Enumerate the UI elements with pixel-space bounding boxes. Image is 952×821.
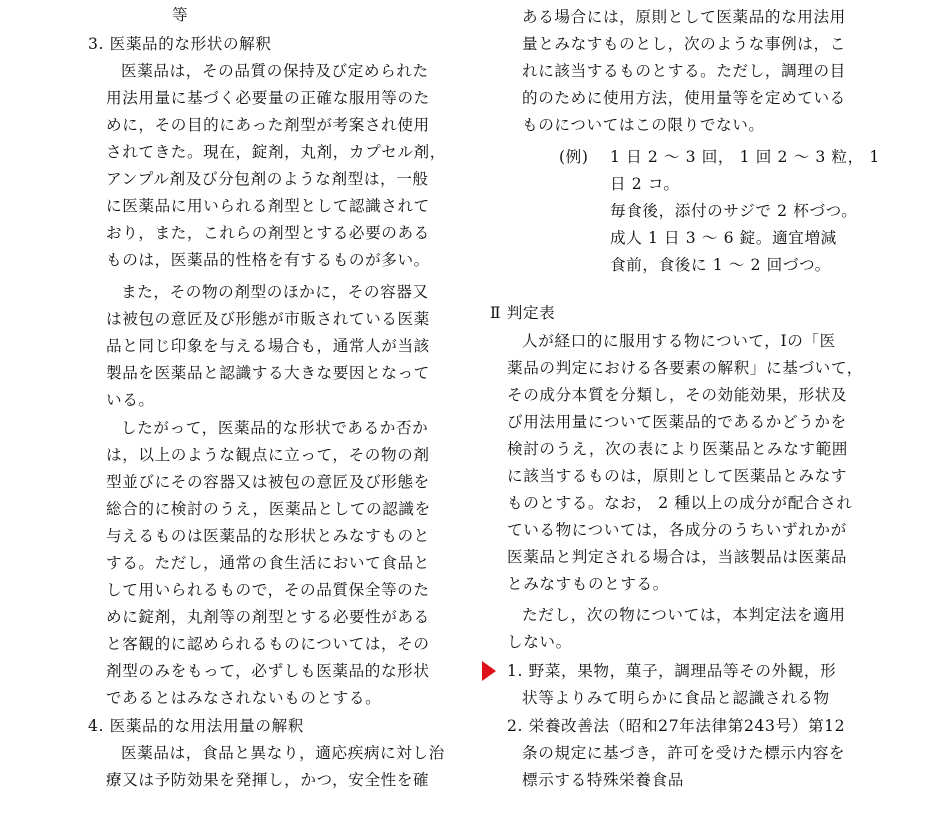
text-line: めに，その目的にあった剤型が考案され使用 <box>106 116 430 134</box>
text-line: しない。 <box>507 633 572 651</box>
text-line: 医薬品は，その品質の保持及び定められた <box>121 62 429 80</box>
text-line: ものについてはこの限りでない。 <box>522 116 765 134</box>
text-line: 成人 1 日 3 ～ 6 錠。適宜増減 <box>610 229 837 247</box>
text-line: 用法用量に基づく必要量の正確な服用等のた <box>106 89 430 107</box>
text-line: であるとはみなされないものとする。 <box>106 689 382 707</box>
text-line: に該当するものは，原則として医薬品とみなす <box>507 467 848 485</box>
text-line: 剤型のみをもって，必ずしも医薬品的な形状 <box>106 662 430 680</box>
text-line: ものは，医薬品的性格を有するものが多い。 <box>106 251 430 269</box>
text-line: は，以上のような観点に立って，その物の剤 <box>106 446 430 464</box>
text-line: 標示する特殊栄養食品 <box>522 771 684 789</box>
text-line: 条の規定に基づき，許可を受けた標示内容を <box>522 744 846 762</box>
text-line: 1 日 2 ～ 3 回， 1 回 2 ～ 3 粒， 1 <box>610 148 880 166</box>
text-line: 的のために使用方法，使用量等を定めている <box>522 89 846 107</box>
text-line: 薬品の判定における各要素の解釈」に基づいて， <box>507 359 863 377</box>
text-line: 医薬品と判定される場合は，当該製品は医薬品 <box>507 548 848 566</box>
text-line: したがって，医薬品的な形状であるか否か <box>121 419 429 437</box>
text-line: 等 <box>172 6 189 24</box>
text-line: されてきた。現在，錠剤，丸剤，カプセル剤， <box>106 143 446 161</box>
text-line: めに錠剤，丸剤等の剤型とする必要性がある <box>106 608 430 626</box>
text-line: 3. 医薬品的な形状の解釈 <box>88 35 272 53</box>
text-line: 状等よりみて明らかに食品と認識される物 <box>522 689 830 707</box>
text-line: と客観的に認められるものについては，その <box>106 635 430 653</box>
text-line: ただし，次の物については，本判定法を適用 <box>522 606 846 624</box>
text-line: は被包の意匠及び形態が市販されている医薬 <box>106 310 430 328</box>
text-line: ものとする。なお， 2 種以上の成分が配合され <box>507 494 853 512</box>
text-line: 2. 栄養改善法（昭和27年法律第243号）第12 <box>507 717 846 735</box>
text-line: 与えるものは医薬品的な形状とみなすものと <box>106 527 430 545</box>
text-line: 1. 野菜，果物，菓子，調理品等その外観，形 <box>507 662 837 680</box>
text-line: 日 2 コ。 <box>610 175 680 193</box>
text-line: れに該当するものとする。ただし，調理の目 <box>522 62 846 80</box>
text-line: 食前，食後に 1 ～ 2 回づつ。 <box>610 256 831 274</box>
text-line: アンプル剤及び分包剤のような剤型は，一般 <box>106 170 429 188</box>
text-line: に医薬品に用いられる剤型として認識されて <box>106 197 430 215</box>
text-line: び用法用量について医薬品的であるかどうかを <box>507 413 847 431</box>
text-line: とみなすものとする。 <box>507 575 669 593</box>
text-line: 検討のうえ，次の表により医薬品とみなす範囲 <box>507 440 849 458</box>
text-line: また，その物の剤型のほかに，その容器又 <box>121 283 429 301</box>
text-line: 人が経口的に服用する物について，Ⅰの「医 <box>522 332 836 350</box>
text-line: 総合的に検討のうえ，医薬品としての認識を <box>106 500 431 518</box>
text-line: Ⅱ 判定表 <box>490 304 556 322</box>
text-line: 毎食後，添付のサジで 2 杯づつ。 <box>610 202 858 220</box>
text-line: 療又は予防効果を発揮し，かつ，安全性を確 <box>106 771 430 789</box>
text-line: おり，また，これらの剤型とする必要のある <box>106 224 430 242</box>
text-line: 4. 医薬品的な用法用量の解釈 <box>88 717 304 735</box>
text-line: 品と同じ印象を与える場合も，通常人が当該 <box>106 337 430 355</box>
text-line: 製品を医薬品と認識する大きな要因となって <box>106 364 430 382</box>
red-arrow-marker-icon <box>482 661 496 681</box>
text-line: いる。 <box>106 391 155 409</box>
text-line: する。ただし，通常の食生活において食品と <box>106 554 430 572</box>
text-line: 量とみなすものとし，次のような事例は，こ <box>522 35 846 53</box>
text-line: 型並びにその容器又は被包の意匠及び形態を <box>106 473 430 491</box>
text-line: 医薬品は，食品と異なり，適応疾病に対し治 <box>121 744 445 762</box>
text-line: (例) <box>559 148 589 166</box>
text-line: して用いられるもので，その品質保全等のた <box>106 581 430 599</box>
text-line: ある場合には，原則として医薬品的な用法用 <box>522 8 846 26</box>
text-line: その成分本質を分類し，その効能効果，形状及 <box>507 386 848 404</box>
text-line: ている物については，各成分のうちいずれかが <box>507 521 847 539</box>
